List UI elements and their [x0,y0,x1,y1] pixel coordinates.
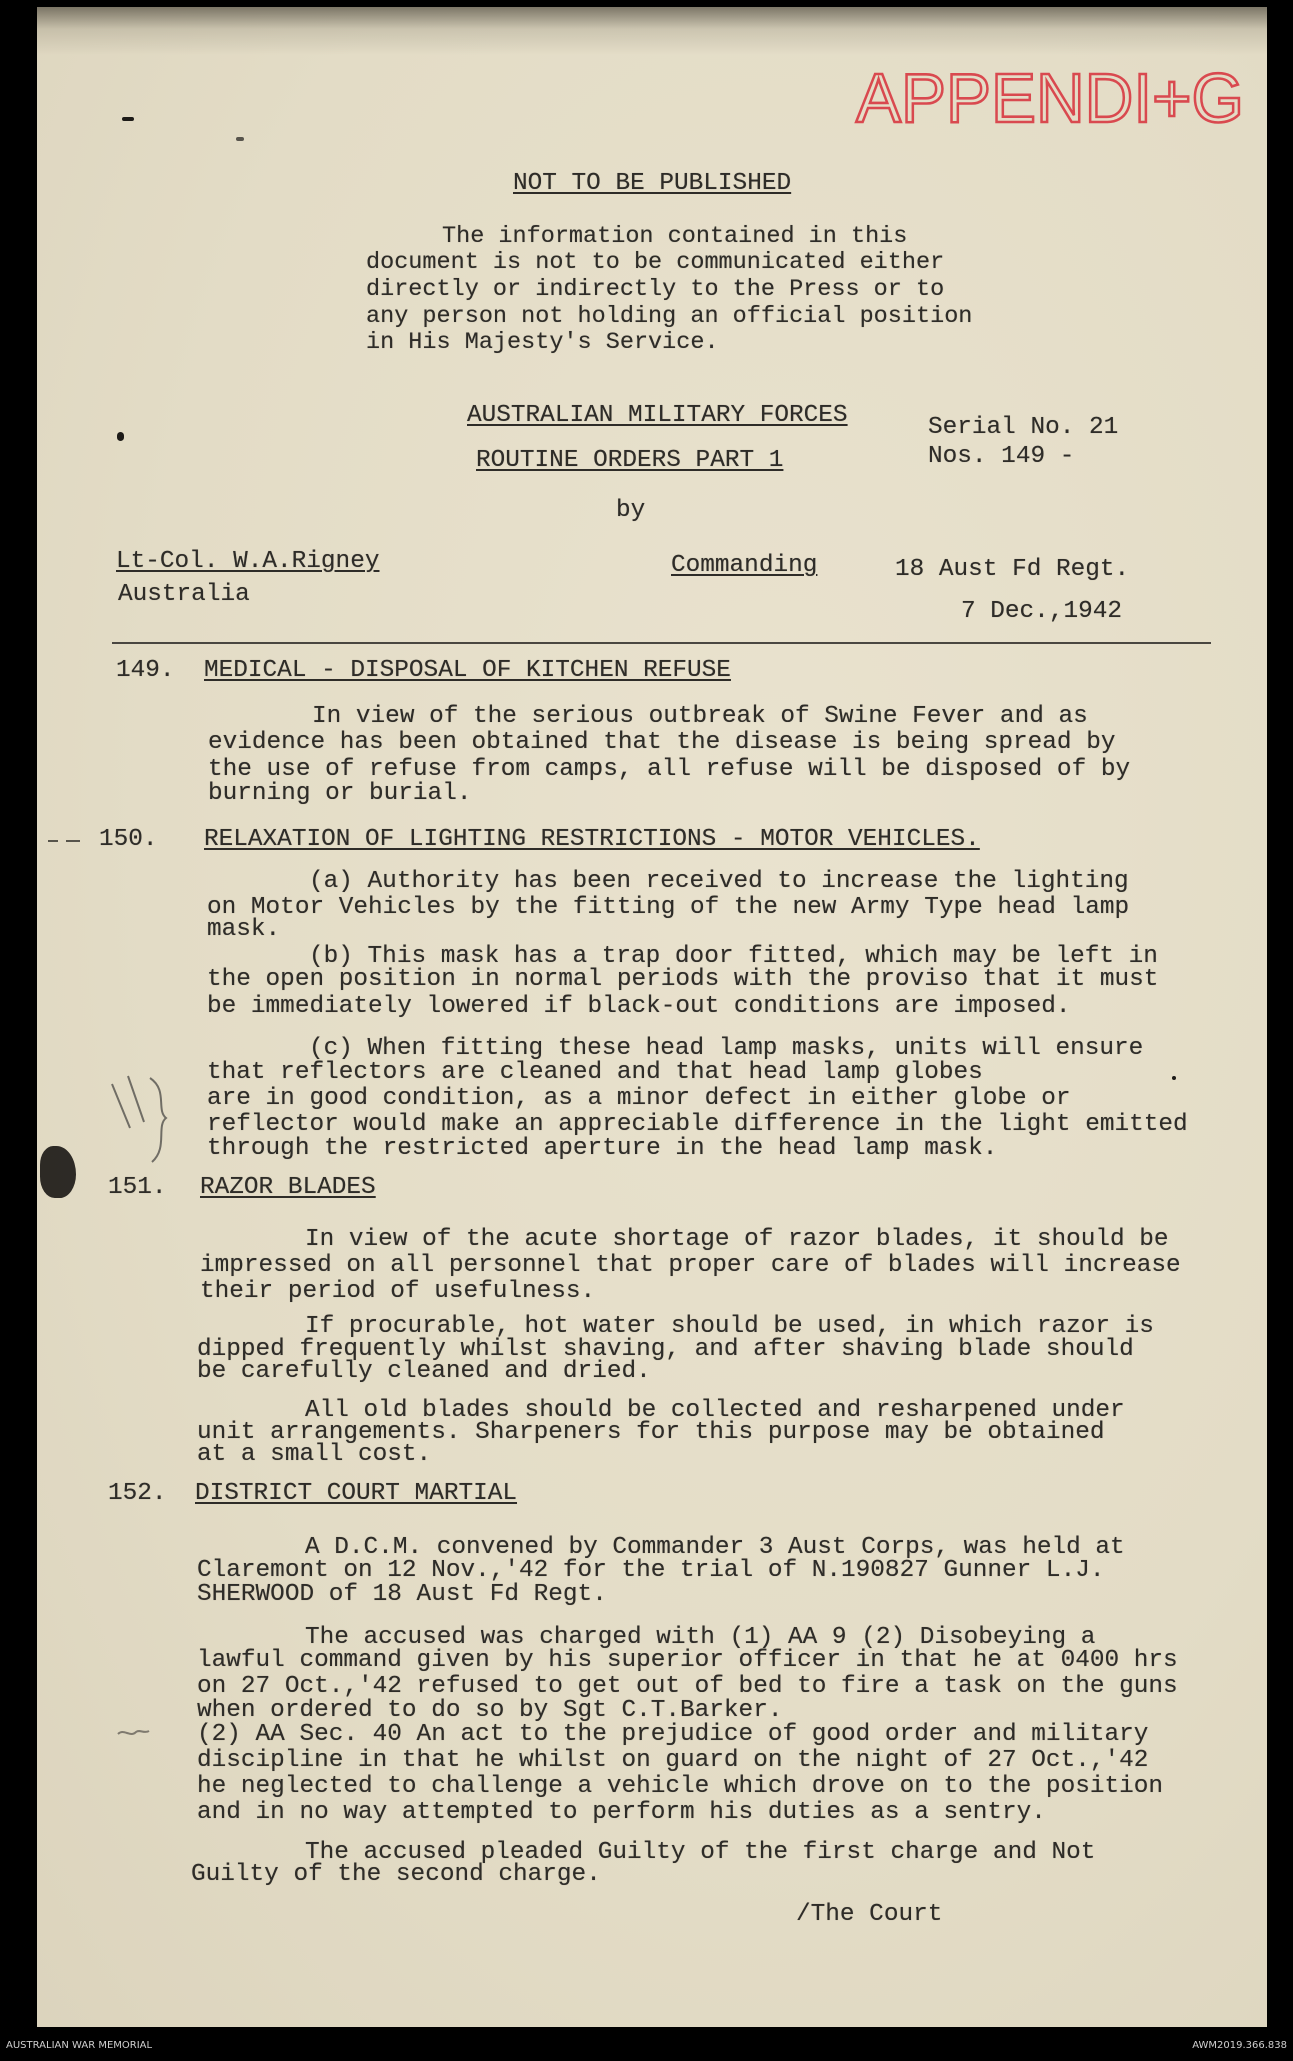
order-151-line: at a small cost. [197,1441,432,1468]
order-152-number: 152. [108,1480,167,1507]
commanding-label: Commanding [671,552,818,579]
appendix-label: APPENDI+G [856,59,1244,137]
continuation-catchword: /The Court [796,1901,943,1928]
order-150-line: through the restricted aperture in the head lamp mask. [207,1135,998,1162]
not-to-be-published-heading: NOT TO BE PUBLISHED [513,170,792,197]
order-149-line: burning or burial. [208,780,472,807]
commander-name: Lt-Col. W.A.Rigney [116,548,380,575]
order-152-line: The accused pleaded Guilty of the first charge and Not [305,1839,1096,1866]
appendix-handwritten-annotation [852,42,1252,138]
notice-line: directly or indirectly to the Press or to [366,276,945,303]
order-150-line: (a) Authority has been received to increase the lighting [309,868,1129,895]
order-150-line: that reflectors are cleaned and that head lamp globes [207,1059,983,1086]
stray-ink-mark [117,432,124,441]
order-152-line: (2) AA Sec. 40 An act to the prejudice of good order and military [197,1721,1149,1748]
routine-orders-heading: ROUTINE ORDERS PART 1 [476,447,784,474]
order-152-line: when ordered to do so by Sgt C.T.Barker. [197,1697,783,1724]
order-151-line: dipped frequently whilst shaving, and after shaving blade should [197,1336,1134,1363]
order-150-line: reflector would make an appreciable difference in the light emitted [207,1111,1188,1138]
order-151-line: All old blades should be collected and resharpened under [305,1397,1125,1424]
forces-heading: AUSTRALIAN MILITARY FORCES [467,402,848,429]
notice-line: any person not holding an official position [366,303,973,330]
stray-ink-mark [1172,1076,1176,1080]
order-152-line: discipline in that he whilst on guard on the night of 27 Oct.,'42 [197,1747,1149,1774]
order-152-line: Guilty of the second charge. [191,1861,601,1888]
by-label: by [616,497,646,524]
footer-item-id: AWM2019.366.838 [1192,2040,1287,2051]
order-149-line: the use of refuse from camps, all refuse will be disposed of by [208,756,1131,783]
header-divider [112,642,1211,644]
order-152-line: Claremont on 12 Nov.,'42 for the trial of N.190827 Gunner L.J. [197,1557,1105,1584]
serial-number: Serial No. 21 [928,414,1119,441]
order-149-line: In view of the serious outbreak of Swine Fever and as [312,703,1088,730]
order-149-number: 149. [116,657,175,684]
order-152-title: DISTRICT COURT MARTIAL [195,1480,518,1507]
order-150-line: (c) When fitting these head lamp masks, units will ensure [309,1035,1144,1062]
footer-institution: AUSTRALIAN WAR MEMORIAL [6,2040,153,2051]
order-151-line: their period of usefulness. [200,1278,596,1305]
order-150-line: mask. [207,916,281,943]
order-150-line: are in good condition, as a minor defect in either globe or [207,1085,1071,1112]
order-152-line: on 27 Oct.,'42 refused to get out of bed to fire a task on the guns [197,1673,1178,1700]
order-150-number: 150. [99,826,158,853]
order-151-line: In view of the acute shortage of razor blades, it should be [305,1226,1169,1253]
order-152-line: and in no way attempted to perform his duties as a sentry. [197,1799,1046,1826]
stray-dash-mark [66,840,80,842]
order-151-number: 151. [108,1174,167,1201]
order-150-title: RELAXATION OF LIGHTING RESTRICTIONS - MOTOR VEHICLES. [204,826,980,853]
location: Australia [118,581,250,608]
stray-dash-mark [48,840,58,842]
order-150-line: be immediately lowered if black-out conditions are imposed. [207,993,1071,1020]
order-150-line: on Motor Vehicles by the fitting of the new Army Type head lamp [207,894,1130,921]
order-150-line: the open position in normal periods with the proviso that it must [207,966,1159,993]
order-151-line: impressed on all personnel that proper care of blades will increase [200,1252,1181,1279]
document-date: 7 Dec.,1942 [961,598,1123,625]
order-151-line: unit arrangements. Sharpeners for this purpose may be obtained [197,1419,1105,1446]
order-152-line: lawful command given by his superior officer in that he at 0400 hrs [197,1647,1178,1674]
notice-line: in His Majesty's Service. [366,329,719,356]
notice-line: document is not to be communicated either [366,249,945,276]
pencil-tick-mark [116,1726,152,1740]
order-149-line: evidence has been obtained that the disease is being spread by [208,729,1116,756]
order-152-line: A D.C.M. convened by Commander 3 Aust Corps, was held at [305,1534,1125,1561]
order-151-line: If procurable, hot water should be used, in which razor is [305,1313,1154,1340]
order-152-line: he neglected to challenge a vehicle which drove on to the position [197,1773,1164,1800]
order-150-line: (b) This mask has a trap door fitted, which may be left in [309,943,1158,970]
pencil-bracket-mark [104,1070,184,1170]
unit-name: 18 Aust Fd Regt. [895,556,1130,583]
stray-ink-mark [236,137,244,141]
order-149-title: MEDICAL - DISPOSAL OF KITCHEN REFUSE [204,657,731,684]
order-151-title: RAZOR BLADES [200,1174,376,1201]
stray-ink-mark [122,117,134,121]
order-numbers: Nos. 149 - [928,443,1075,470]
notice-line: The information contained in this [442,223,908,250]
order-152-line: SHERWOOD of 18 Aust Fd Regt. [197,1581,607,1608]
order-151-line: be carefully cleaned and dried. [197,1358,651,1385]
order-152-line: The accused was charged with (1) AA 9 (2) Disobeying a [305,1624,1096,1651]
